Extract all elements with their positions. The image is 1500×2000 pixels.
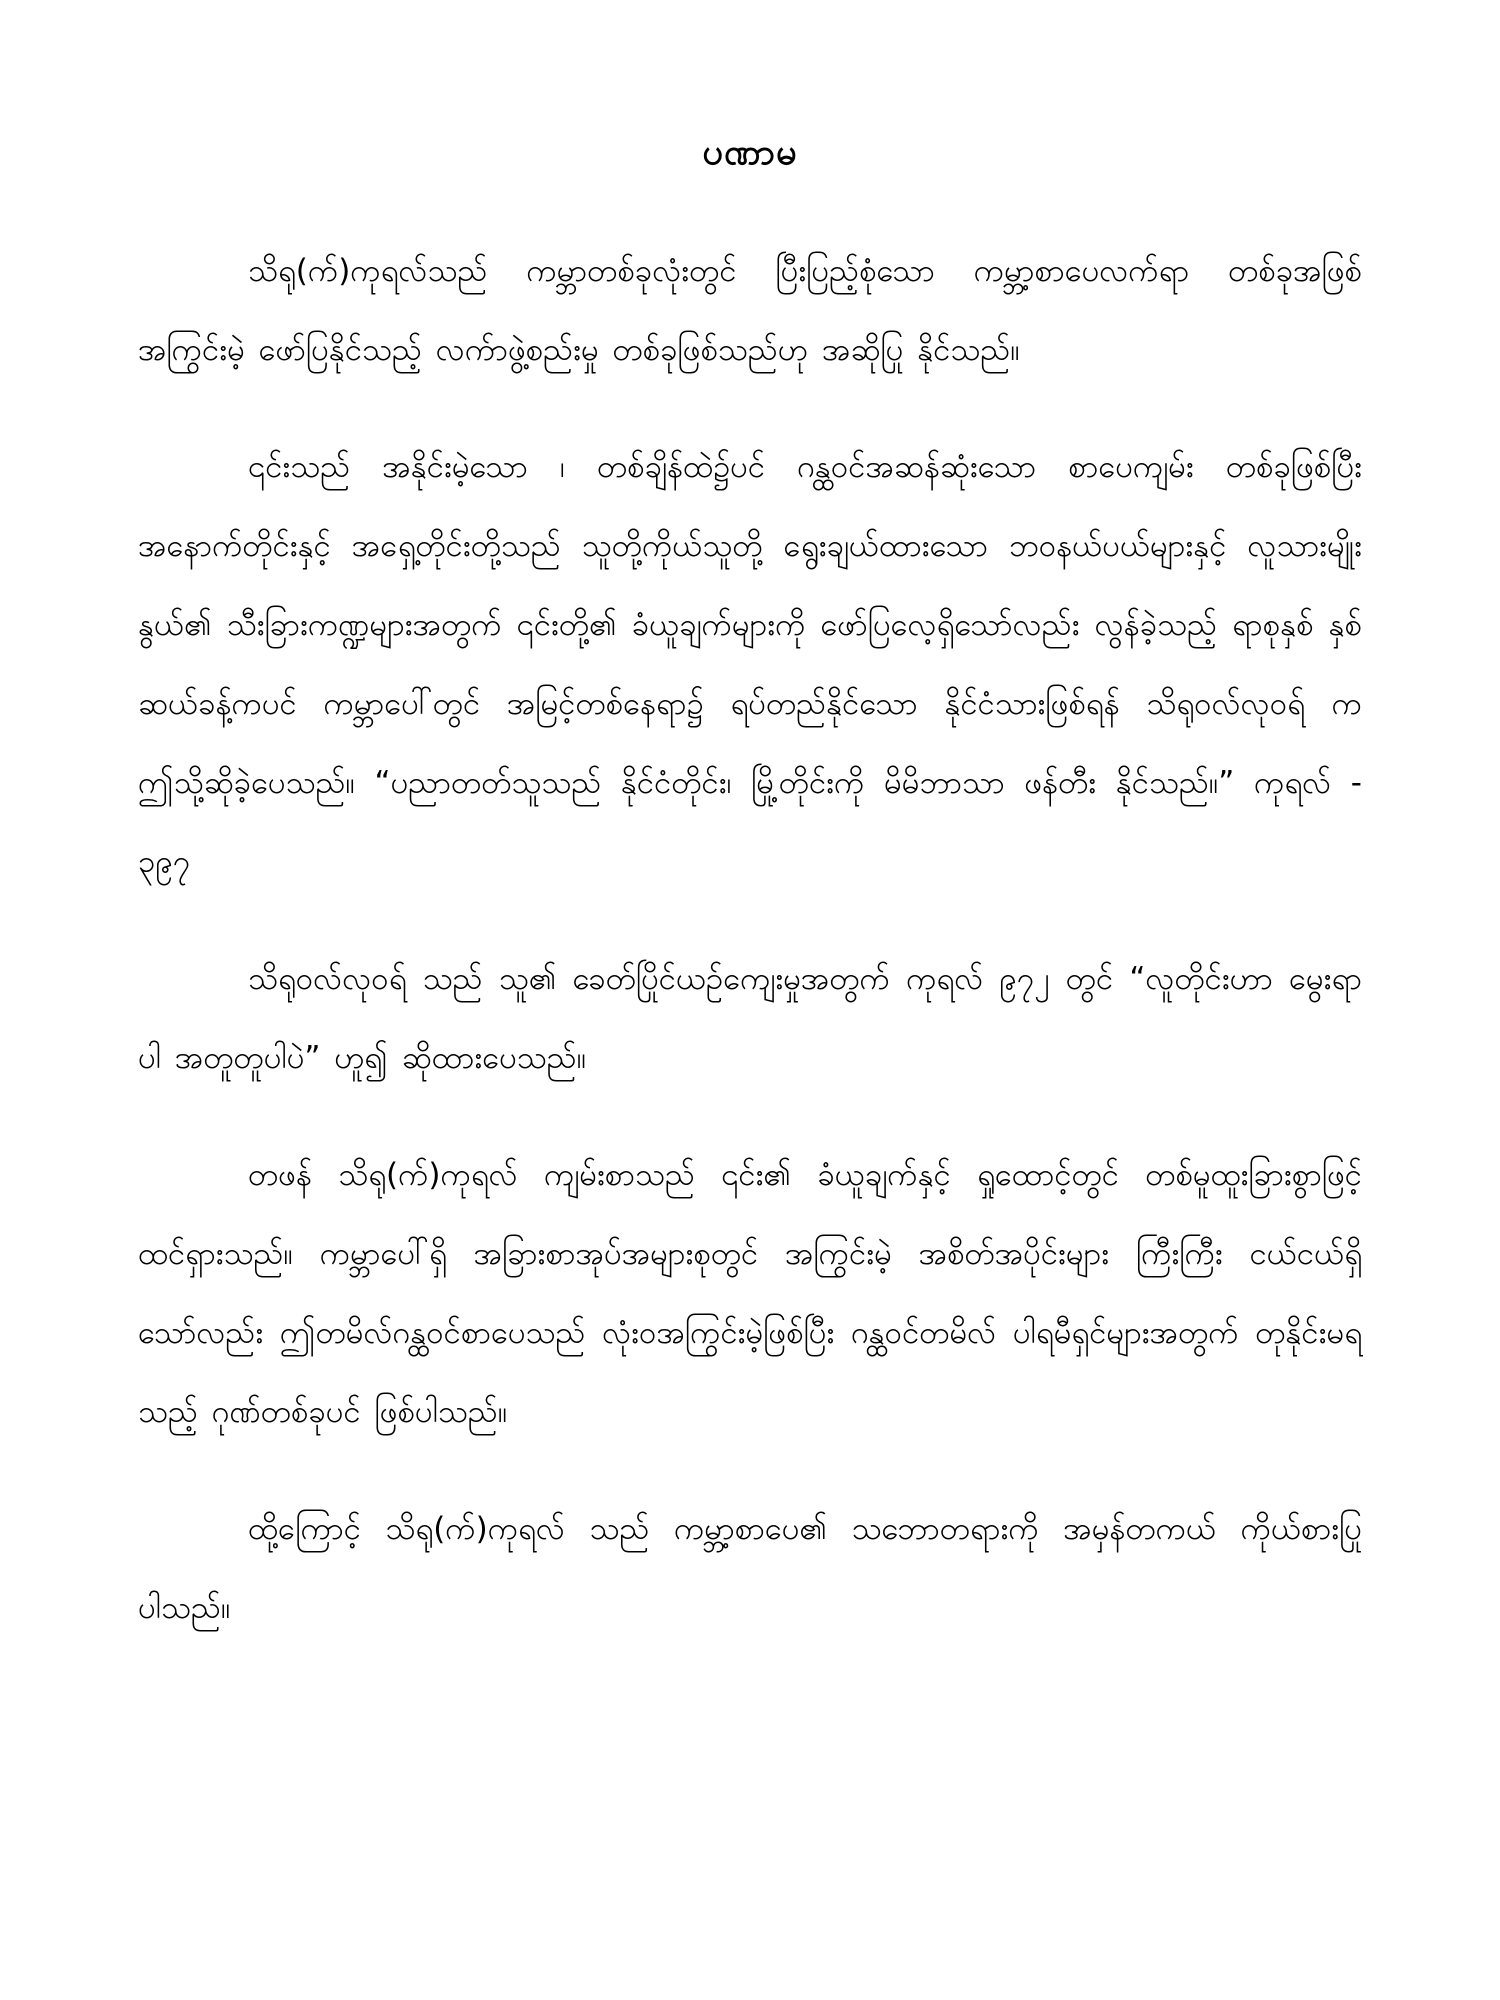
page-title: ပဏာမ <box>702 132 798 173</box>
paragraph-5: ထို့ကြောင့် သိရု(က်)ကုရလ် သည် ကမ္ဘာ့စာပေ၏ သဘောတရားကို အမှန်တကယ် ကိုယ်စားပြုပါသည်။ <box>138 1511 1362 1626</box>
paragraph-3: သိရုဝလ်လုဝရ် သည် သူ၏ ခေတ်ပြိုင်ယဉ်ကျေးမှုအတွက် ကုရလ် ၉၇၂ တွင် “လူတိုင်းဟာ မွေးရာပါ အတူတူပါပဲ” ဟူ၍ ဆိုထားပေသည်။ <box>138 961 1362 1076</box>
paragraph-1: သိရု(က်)ကုရလ်သည် ကမ္ဘာတစ်ခုလုံးတွင် ပြီးပြည့်စုံသော ကမ္ဘာ့စာပေလက်ရာ တစ်ခုအဖြစ် အကြွင်းမဲ့ ဖော်ပြနိုင်သည့် လက်ာဖွဲ့စည်းမှု တစ်ခုဖြစ်သည်ဟု အဆိုပြု နိုင်သည်။ <box>138 253 1362 368</box>
paragraph-4: တဖန် သိရု(က်)ကုရလ် ကျမ်းစာသည် ၎င်း၏ ခံယူချက်နှင့် ရှုထောင့်တွင် တစ်မူထူးခြားစွာဖြင့် ထင်ရှားသည်။ ကမ္ဘာပေါ်ရှိ အခြားစာအုပ်အများစုတွင် အကြွင်းမဲ့ အစိတ်အပိုင်းများ ကြီးကြီး ငယ်ငယ်ရှိသော်လည်း ဤတမိလ်ဂန္ထဝင်စာပေသည် လုံးဝအကြွင်းမဲ့ဖြစ်ပြီး ဂန္ထဝင်တမိလ် ပါရမီရှင်များအတွက် တုနိုင်းမရသည့် ဂုဏ်တစ်ခုပင် ဖြစ်ပါသည်။ <box>138 1157 1362 1430</box>
paragraph-2: ၎င်းသည် အနိုင်းမဲ့သော ၊ တစ်ချိန်ထဲ၌ပင် ဂန္ထဝင်အဆန်ဆုံးသော စာပေကျမ်း တစ်ခုဖြစ်ပြီး အနောက်တိုင်းနှင့် အရှေ့တိုင်းတို့သည် သူတို့ကိုယ်သူတို့ ရွေးချယ်ထားသော ဘဝနယ်ပယ်များနှင့် လူသားမျိုးနွယ်၏ သီးခြားကဏ္ဍများအတွက် ၎င်းတို့၏ ခံယူချက်များကို ဖော်ပြလေ့ရှိသော်လည်း လွန်ခဲ့သည့် ရာစုနှစ် နှစ်ဆယ်ခန့်ကပင် ကမ္ဘာပေါ်တွင် အမြင့်တစ်နေရာ၌ ရပ်တည်နိုင်သော နိုင်ငံသားဖြစ်ရန် သိရုဝလ်လုဝရ် က ဤသို့ဆိုခဲ့ပေသည်။ “ပညာတတ်သူသည် နိုင်ငံတိုင်း၊ မြို့တိုင်းကို မိမိဘာသာ ဖန်တီး နိုင်သည်။” ကုရလ် - ၃၉၇ <box>138 449 1362 880</box>
